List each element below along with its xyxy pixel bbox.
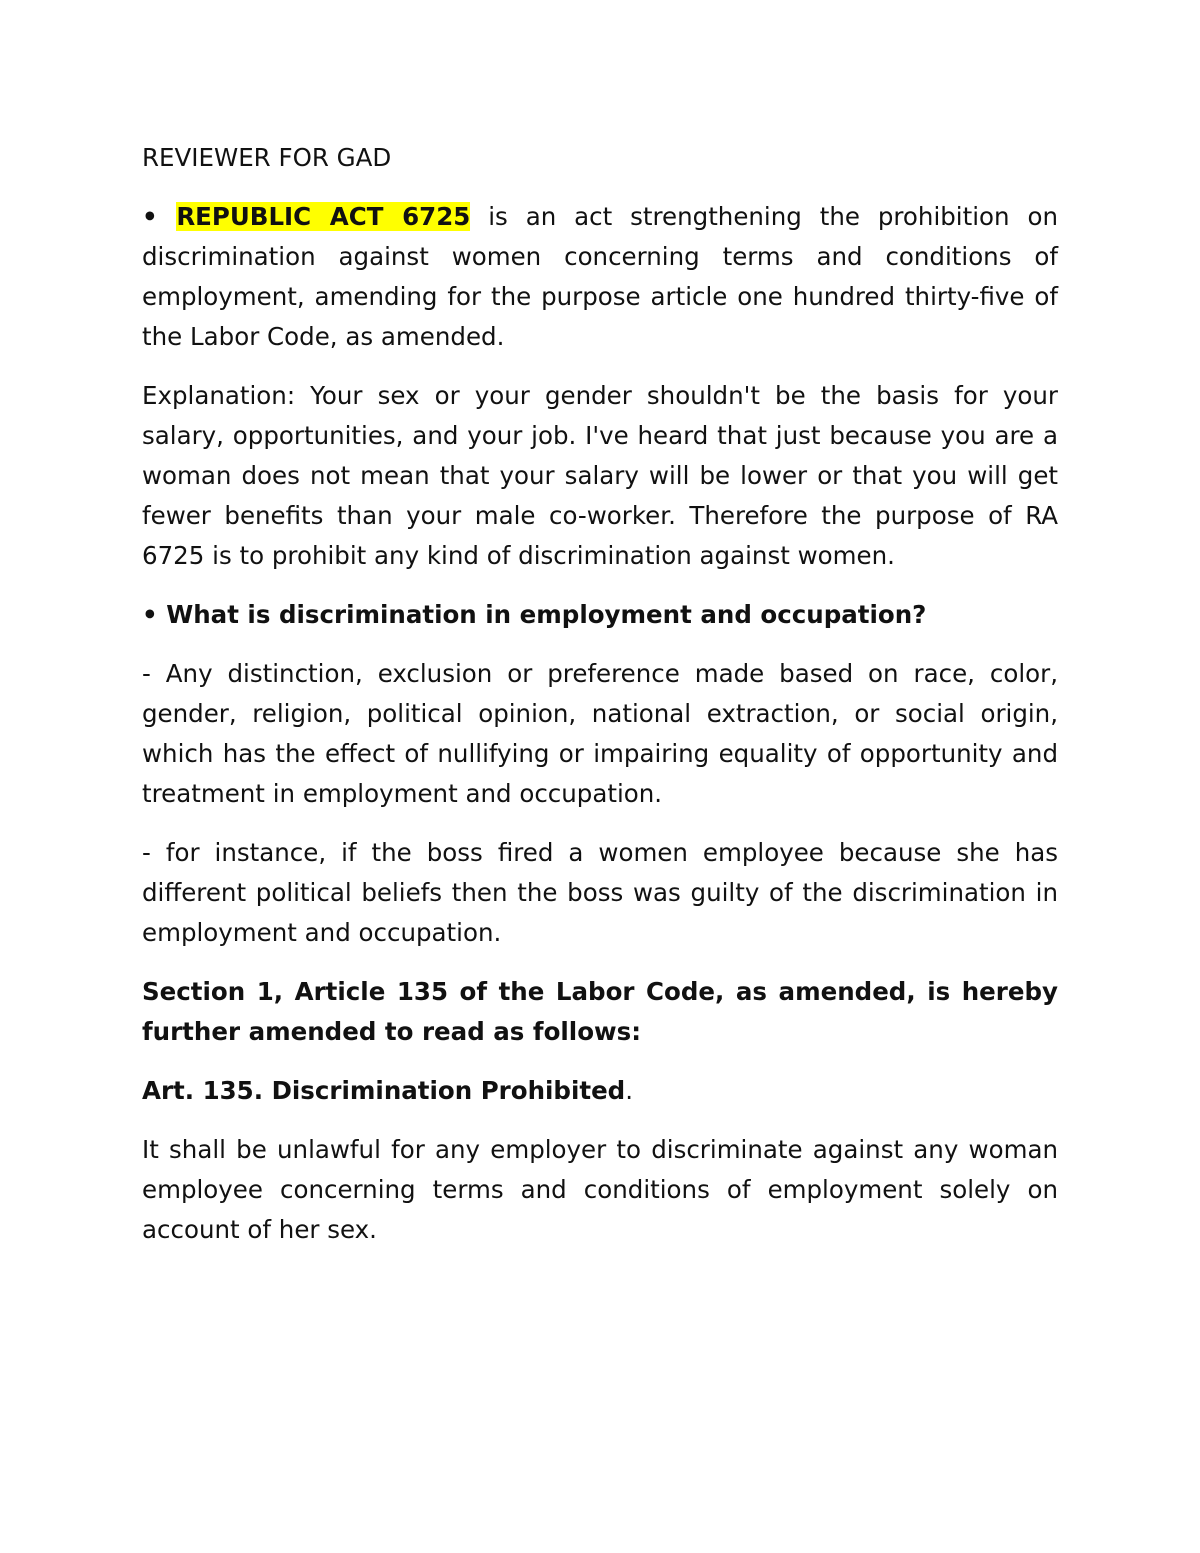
paragraph-article-text: It shall be unlawful for any employer to discriminate against any woman employee concerning terms and conditions of employment solely on account of her sex. — [142, 1135, 1058, 1244]
document-title: REVIEWER FOR GAD — [142, 143, 392, 172]
heading-section-1: Section 1, Article 135 of the Labor Code, as amended, is hereby further amended to read as follows: — [142, 977, 1058, 1046]
highlighted-act-name: REPUBLIC ACT 6725 — [176, 202, 471, 231]
paragraph-explanation: Explanation: Your sex or your gender shouldn't be the basis for your salary, opportunities, and your job. I've heard that just because you are a woman does not mean that your salary will be lower or that you will get fewer benefits than your male co-worker. Therefore the purpose of RA 6725 is to prohibit any kind of discrimination against women. — [142, 381, 1058, 570]
document-page — [142, 138, 1058, 1250]
paragraph-republic-act — [142, 197, 1058, 357]
article-title-period: . — [625, 1076, 634, 1105]
paragraph-example: - for instance, if the boss fired a women employee because she has different political beliefs then the boss was guilty of the discrimination in employment and occupation. — [142, 838, 1058, 947]
paragraph-text: is an act strengthening the prohibition on discrimination against women concerning terms and conditions of employment, amending for the purpose article one hundred thirty-five of the Labor Code, as amended. — [142, 202, 1058, 351]
heading-article-135 — [142, 1071, 1058, 1111]
paragraph-definition: - Any distinction, exclusion or preference made based on race, color, gender, religion, political opinion, national extraction, or social origin, which has the effect of nullifying or impairing equality of opportunity and treatment in employment and occupation. — [142, 659, 1058, 808]
article-title: Art. 135. Discrimination Prohibited — [142, 1076, 626, 1105]
heading-discrimination-question: • What is discrimination in employment and occupation? — [142, 600, 927, 629]
bullet: • — [142, 202, 177, 231]
